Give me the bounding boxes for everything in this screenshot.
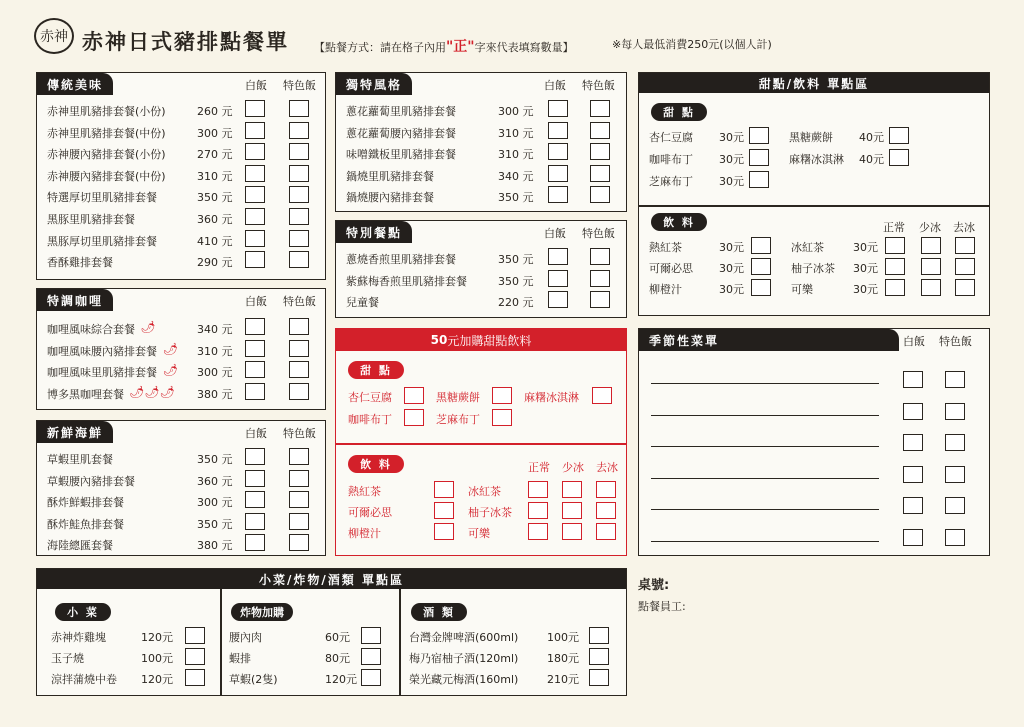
special-rice-checkbox[interactable]	[945, 371, 965, 388]
addon-dessert-2-checkbox[interactable]	[492, 387, 512, 404]
rice-checkbox[interactable]	[245, 100, 265, 117]
ice-checkbox[interactable]	[885, 258, 905, 275]
special-rice-checkbox[interactable]	[289, 491, 309, 508]
menu-item-price: 290 元	[197, 256, 233, 270]
logo: 赤神	[34, 18, 74, 54]
drink-checkbox[interactable]	[751, 279, 771, 296]
menu-item-name: 紫蘇梅香煎里肌豬排套餐	[346, 274, 467, 288]
menu-item-name: 蔥花蘿蔔里肌豬排套餐	[346, 105, 456, 118]
minimum-charge-note: ※每人最低消費250元(以個人計)	[612, 38, 772, 51]
addon-ice-checkbox[interactable]	[596, 481, 616, 498]
addon-ice-checkbox[interactable]	[528, 523, 548, 540]
section-sides	[36, 568, 627, 696]
side-item-checkbox[interactable]	[589, 669, 609, 686]
chili-icon: 🌶	[163, 363, 179, 378]
side-item-price: 120元	[141, 673, 173, 686]
side-item-checkbox[interactable]	[185, 627, 205, 644]
special-rice-checkbox[interactable]	[590, 291, 610, 308]
rice-checkbox[interactable]	[245, 361, 265, 378]
drink-price: 30元	[719, 262, 744, 275]
addon-dessert-5-checkbox[interactable]	[492, 409, 512, 426]
side-item-checkbox[interactable]	[361, 648, 381, 665]
side-item-price: 60元	[325, 631, 350, 644]
drink-checkbox[interactable]	[751, 237, 771, 254]
menu-item-price: 310 元	[197, 169, 233, 183]
col-no-ice: 去冰	[953, 221, 975, 234]
menu-item-price: 360 元	[197, 474, 233, 488]
menu-item-name: 酥炸鮮蝦排套餐	[47, 496, 124, 510]
special-rice-checkbox[interactable]	[289, 143, 309, 160]
rice-checkbox[interactable]	[245, 513, 265, 530]
side-item-price: 120元	[141, 631, 173, 644]
addon-ice-checkbox[interactable]	[562, 481, 582, 498]
side-item-checkbox[interactable]	[589, 648, 609, 665]
menu-item-name: 草蝦腰內豬排套餐	[47, 474, 135, 488]
rice-checkbox[interactable]	[245, 165, 265, 182]
rice-checkbox[interactable]	[245, 318, 265, 335]
side-item-name: 草蝦(2隻)	[229, 673, 278, 686]
menu-item-name: 蔥花蘿蔔腰內豬排套餐	[346, 126, 456, 140]
col-less-ice: 少冰	[919, 221, 941, 234]
menu-item-price: 340 元	[197, 323, 233, 336]
dessert-price: 30元	[719, 175, 744, 188]
rice-checkbox[interactable]	[903, 434, 923, 451]
rice-checkbox[interactable]	[903, 371, 923, 388]
special-rice-checkbox[interactable]	[590, 122, 610, 139]
drink-name: 可樂	[791, 283, 813, 296]
special-rice-checkbox[interactable]	[289, 100, 309, 117]
col-special: 特色飯	[283, 427, 316, 440]
side-item-price: 100元	[141, 652, 173, 665]
addon-dessert-2: 黑糖蕨餅	[436, 391, 480, 404]
drink-name: 柳橙汁	[649, 283, 682, 296]
rice-checkbox[interactable]	[245, 208, 265, 225]
side-item-checkbox[interactable]	[185, 669, 205, 686]
menu-item-price: 410 元	[197, 234, 233, 248]
col-rice: 白飯	[544, 227, 566, 240]
special-rice-checkbox[interactable]	[289, 230, 309, 247]
section-seasonal	[638, 328, 990, 556]
menu-item-price: 350 元	[498, 274, 534, 288]
menu-item-name: 赤神腰內豬排套餐(小份)	[47, 148, 166, 162]
rice-checkbox[interactable]	[245, 491, 265, 508]
special-rice-checkbox[interactable]	[945, 403, 965, 420]
menu-item-name: 兒童餐	[346, 296, 379, 310]
col-rice: 白飯	[245, 427, 267, 440]
col-special: 特色飯	[283, 295, 316, 308]
drink-checkbox[interactable]	[751, 258, 771, 275]
special-rice-checkbox[interactable]	[289, 251, 309, 268]
rice-checkbox[interactable]	[548, 186, 568, 203]
rice-checkbox[interactable]	[548, 291, 568, 308]
menu-item-price: 260 元	[197, 105, 233, 118]
addon-ice-checkbox[interactable]	[528, 502, 548, 519]
menu-item-price: 340 元	[498, 169, 534, 183]
special-rice-checkbox[interactable]	[590, 270, 610, 287]
addon-ice-checkbox[interactable]	[528, 481, 548, 498]
menu-item-name: 咖哩風味綜合套餐	[47, 323, 135, 336]
menu-item-name: 味噌鐵板里肌豬排套餐	[346, 148, 456, 162]
section-addon	[335, 328, 627, 556]
dessert-price: 30元	[719, 131, 744, 144]
rice-checkbox[interactable]	[903, 466, 923, 483]
addon-drink-label: 飲 料	[348, 455, 404, 473]
side-item-price: 100元	[547, 631, 579, 644]
seasonal-write-line[interactable]	[651, 446, 879, 447]
section-title: 新鮮海鮮	[37, 421, 113, 443]
menu-item-name: 咖哩風味里肌豬排套餐	[47, 366, 157, 380]
rice-checkbox[interactable]	[548, 270, 568, 287]
special-rice-checkbox[interactable]	[289, 165, 309, 182]
rice-checkbox[interactable]	[548, 165, 568, 182]
addon-dessert-4: 咖啡布丁	[348, 413, 392, 426]
col-rice: 白飯	[903, 335, 925, 348]
chili-icon: 🌶	[163, 341, 179, 356]
special-rice-checkbox[interactable]	[590, 143, 610, 160]
ice-checkbox[interactable]	[921, 279, 941, 296]
col-less-ice: 少冰	[562, 461, 584, 474]
side-item-name: 榮光藏元梅酒(160ml)	[409, 673, 519, 686]
special-rice-checkbox[interactable]	[289, 122, 309, 139]
col-special: 特色飯	[582, 79, 615, 92]
drink-price: 30元	[853, 262, 878, 275]
menu-item-price: 310 元	[498, 126, 534, 140]
addon-dessert-3: 麻糬冰淇淋	[524, 391, 579, 404]
ice-checkbox[interactable]	[885, 279, 905, 296]
special-rice-checkbox[interactable]	[590, 186, 610, 203]
order-instructions: 【點餐方式：請在格子內用"正"字來代表填寫數量】	[314, 39, 574, 55]
chili-icon: 🌶	[140, 320, 156, 334]
drink-price: 30元	[853, 241, 878, 254]
dessert-label: 甜 點	[651, 103, 707, 121]
drink-name: 可爾必思	[649, 262, 693, 275]
special-rice-checkbox[interactable]	[289, 208, 309, 225]
menu-item-price: 350 元	[498, 191, 534, 205]
seasonal-write-line[interactable]	[651, 383, 879, 384]
rice-checkbox[interactable]	[548, 143, 568, 160]
side-item-price: 210元	[547, 673, 579, 686]
section-title: 甜點/飲料 單點區	[639, 73, 989, 93]
side-item-name: 赤神炸雞塊	[51, 631, 106, 644]
menu-item-price: 270 元	[197, 148, 233, 162]
rice-checkbox[interactable]	[245, 143, 265, 160]
staff-label: 點餐員工:	[638, 600, 686, 613]
addon-dessert-label: 甜 點	[348, 361, 404, 379]
rice-checkbox[interactable]	[245, 383, 265, 400]
menu-item-price: 310 元	[498, 148, 534, 162]
side-item-price: 120元	[325, 673, 357, 686]
addon-dessert-5: 芝麻布丁	[436, 413, 480, 426]
col-rice: 白飯	[245, 295, 267, 308]
dessert-name: 杏仁豆腐	[649, 131, 693, 144]
menu-item-name: 特選厚切里肌豬排套餐	[47, 191, 157, 205]
rice-checkbox[interactable]	[245, 186, 265, 203]
menu-item-price: 350 元	[498, 253, 534, 266]
seasonal-write-line[interactable]	[651, 541, 879, 542]
addon-drink-name: 熱紅茶	[348, 485, 381, 498]
section-special	[335, 220, 627, 318]
addon-dessert-1: 杏仁豆腐	[348, 391, 392, 404]
alcohol-label: 酒 類	[411, 603, 467, 621]
dessert-price: 40元	[859, 131, 884, 144]
rice-checkbox[interactable]	[245, 470, 265, 487]
ice-checkbox[interactable]	[921, 258, 941, 275]
special-rice-checkbox[interactable]	[945, 466, 965, 483]
section-title: 小菜/炸物/酒類 單點區	[37, 569, 626, 589]
menu-item-price: 310 元	[197, 344, 233, 358]
rice-checkbox[interactable]	[903, 529, 923, 546]
menu-item-name: 赤神里肌豬排套餐(小份)	[47, 105, 166, 118]
col-normal: 正常	[528, 461, 550, 474]
special-rice-checkbox[interactable]	[289, 361, 309, 378]
addon-dessert-1-checkbox[interactable]	[404, 387, 424, 404]
section-traditional	[36, 72, 326, 280]
rice-checkbox[interactable]	[548, 100, 568, 117]
special-rice-checkbox[interactable]	[289, 534, 309, 551]
section-unique	[335, 72, 627, 212]
dessert-name: 芝麻布丁	[649, 175, 693, 188]
rice-checkbox[interactable]	[245, 340, 265, 357]
drink-label: 飲 料	[651, 213, 707, 231]
side-item-checkbox[interactable]	[361, 627, 381, 644]
side-item-name: 台灣金牌啤酒(600ml)	[409, 631, 519, 644]
ice-checkbox[interactable]	[955, 279, 975, 296]
section-seafood	[36, 420, 326, 556]
dessert-checkbox[interactable]	[749, 171, 769, 188]
section-title: 獨特風格	[336, 73, 412, 95]
special-rice-checkbox[interactable]	[289, 448, 309, 465]
menu-item-name: 海陸總匯套餐	[47, 539, 113, 553]
page-title: 赤神日式豬排點餐單	[82, 29, 289, 54]
side-item-name: 梅乃宿柚子酒(120ml)	[409, 652, 519, 665]
special-rice-checkbox[interactable]	[289, 513, 309, 530]
dessert-checkbox[interactable]	[889, 149, 909, 166]
rice-checkbox[interactable]	[245, 534, 265, 551]
side-item-checkbox[interactable]	[361, 669, 381, 686]
special-rice-checkbox[interactable]	[945, 497, 965, 514]
menu-item-price: 300 元	[197, 126, 233, 140]
special-rice-checkbox[interactable]	[289, 340, 309, 357]
side-item-checkbox[interactable]	[185, 648, 205, 665]
fried-label: 炸物加購	[231, 603, 293, 621]
menu-item-name: 香酥雞排套餐	[47, 256, 113, 270]
rice-checkbox[interactable]	[245, 251, 265, 268]
col-special: 特色飯	[582, 227, 615, 240]
section-title: 季節性菜單	[639, 329, 899, 351]
col-rice: 白飯	[245, 79, 267, 92]
side-item-name: 涼拌蒲燒中卷	[51, 673, 117, 686]
special-rice-checkbox[interactable]	[945, 434, 965, 451]
drink-price: 30元	[853, 283, 878, 296]
side-item-name: 蝦排	[229, 652, 251, 665]
chili-icon: 🌶🌶🌶	[129, 384, 176, 399]
ice-checkbox[interactable]	[955, 237, 975, 254]
addon-title: 50 元加購甜點飲料	[336, 329, 626, 351]
menu-item-name: 鍋燒腰內豬排套餐	[346, 191, 434, 205]
special-rice-checkbox[interactable]	[289, 318, 309, 335]
rice-checkbox[interactable]	[245, 230, 265, 247]
rice-checkbox[interactable]	[245, 448, 265, 465]
col-special: 特色飯	[939, 335, 972, 348]
menu-item-name: 鍋燒里肌豬排套餐	[346, 169, 434, 183]
menu-item-name: 咖哩風味腰內豬排套餐	[47, 344, 157, 358]
menu-item-price: 380 元	[197, 539, 233, 553]
side-item-name: 腰內肉	[229, 631, 262, 644]
drink-name: 柚子冰茶	[791, 262, 835, 275]
dessert-price: 40元	[859, 153, 884, 166]
rice-checkbox[interactable]	[548, 248, 568, 265]
side-item-checkbox[interactable]	[589, 627, 609, 644]
addon-drink-name: 柚子冰茶	[468, 506, 512, 519]
addon-dessert-4-checkbox[interactable]	[404, 409, 424, 426]
menu-item-name: 黑豚里肌豬排套餐	[47, 213, 135, 226]
addon-drink-name: 柳橙汁	[348, 527, 381, 540]
menu-item-name: 赤神里肌豬排套餐(中份)	[47, 126, 166, 140]
section-title: 傳統美味	[37, 73, 113, 95]
rice-checkbox[interactable]	[903, 403, 923, 420]
special-rice-checkbox[interactable]	[590, 165, 610, 182]
col-rice: 白飯	[544, 79, 566, 92]
menu-item-name: 酥炸鮭魚排套餐	[47, 517, 124, 531]
special-rice-checkbox[interactable]	[945, 529, 965, 546]
dessert-checkbox[interactable]	[749, 127, 769, 144]
ice-checkbox[interactable]	[955, 258, 975, 275]
addon-dessert-3-checkbox[interactable]	[592, 387, 612, 404]
small-label: 小 菜	[55, 603, 111, 621]
col-normal: 正常	[883, 221, 905, 234]
drink-name: 冰紅茶	[791, 241, 824, 254]
col-special: 特色飯	[283, 79, 316, 92]
ice-checkbox[interactable]	[885, 237, 905, 254]
table-number-label: 桌號:	[638, 578, 670, 593]
dessert-name: 黑糖蕨餅	[789, 131, 833, 144]
rice-checkbox[interactable]	[903, 497, 923, 514]
special-rice-checkbox[interactable]	[590, 248, 610, 265]
special-rice-checkbox[interactable]	[289, 470, 309, 487]
side-item-price: 180元	[547, 652, 579, 665]
addon-drink-checkbox[interactable]	[434, 523, 454, 540]
menu-item-name: 蔥燒香煎里肌豬排套餐	[346, 253, 456, 266]
addon-ice-checkbox[interactable]	[596, 502, 616, 519]
dessert-name: 咖啡布丁	[649, 153, 693, 166]
menu-item-price: 360 元	[197, 213, 233, 226]
section-title: 特別餐點	[336, 221, 412, 243]
special-rice-checkbox[interactable]	[289, 383, 309, 400]
drink-price: 30元	[719, 241, 744, 254]
menu-item-price: 300 元	[197, 496, 233, 510]
special-rice-checkbox[interactable]	[289, 186, 309, 203]
drink-name: 熱紅茶	[649, 241, 682, 254]
menu-item-price: 350 元	[197, 453, 233, 466]
section-title: 特調咖哩	[37, 289, 113, 311]
addon-drink-name: 可爾必思	[348, 506, 392, 519]
addon-drink-checkbox[interactable]	[434, 502, 454, 519]
special-rice-checkbox[interactable]	[590, 100, 610, 117]
dessert-price: 30元	[719, 153, 744, 166]
seasonal-write-line[interactable]	[651, 415, 879, 416]
section-dessert-drink	[638, 72, 990, 316]
menu-item-name: 草蝦里肌套餐	[47, 453, 113, 466]
menu-item-name: 博多黑咖哩套餐	[47, 387, 124, 401]
menu-item-price: 220 元	[498, 296, 534, 310]
menu-item-price: 380 元	[197, 387, 233, 401]
side-item-price: 80元	[325, 652, 350, 665]
menu-item-price: 300 元	[197, 366, 233, 380]
drink-price: 30元	[719, 283, 744, 296]
addon-ice-checkbox[interactable]	[562, 502, 582, 519]
menu-item-price: 350 元	[197, 517, 233, 531]
addon-drink-name: 冰紅茶	[468, 485, 501, 498]
menu-item-price: 350 元	[197, 191, 233, 205]
dessert-checkbox[interactable]	[749, 149, 769, 166]
seasonal-write-line[interactable]	[651, 478, 879, 479]
section-curry	[36, 288, 326, 410]
seasonal-write-line[interactable]	[651, 509, 879, 510]
rice-checkbox[interactable]	[245, 122, 265, 139]
addon-drink-checkbox[interactable]	[434, 481, 454, 498]
rice-checkbox[interactable]	[548, 122, 568, 139]
col-no-ice: 去冰	[596, 461, 618, 474]
menu-item-price: 300 元	[498, 105, 534, 118]
dessert-name: 麻糬冰淇淋	[789, 153, 844, 166]
addon-ice-checkbox[interactable]	[596, 523, 616, 540]
side-item-name: 玉子燒	[51, 652, 84, 665]
addon-drink-name: 可樂	[468, 527, 490, 540]
menu-item-name: 黑豚厚切里肌豬排套餐	[47, 234, 157, 248]
menu-item-name: 赤神腰內豬排套餐(中份)	[47, 169, 166, 183]
addon-ice-checkbox[interactable]	[562, 523, 582, 540]
dessert-checkbox[interactable]	[889, 127, 909, 144]
ice-checkbox[interactable]	[921, 237, 941, 254]
